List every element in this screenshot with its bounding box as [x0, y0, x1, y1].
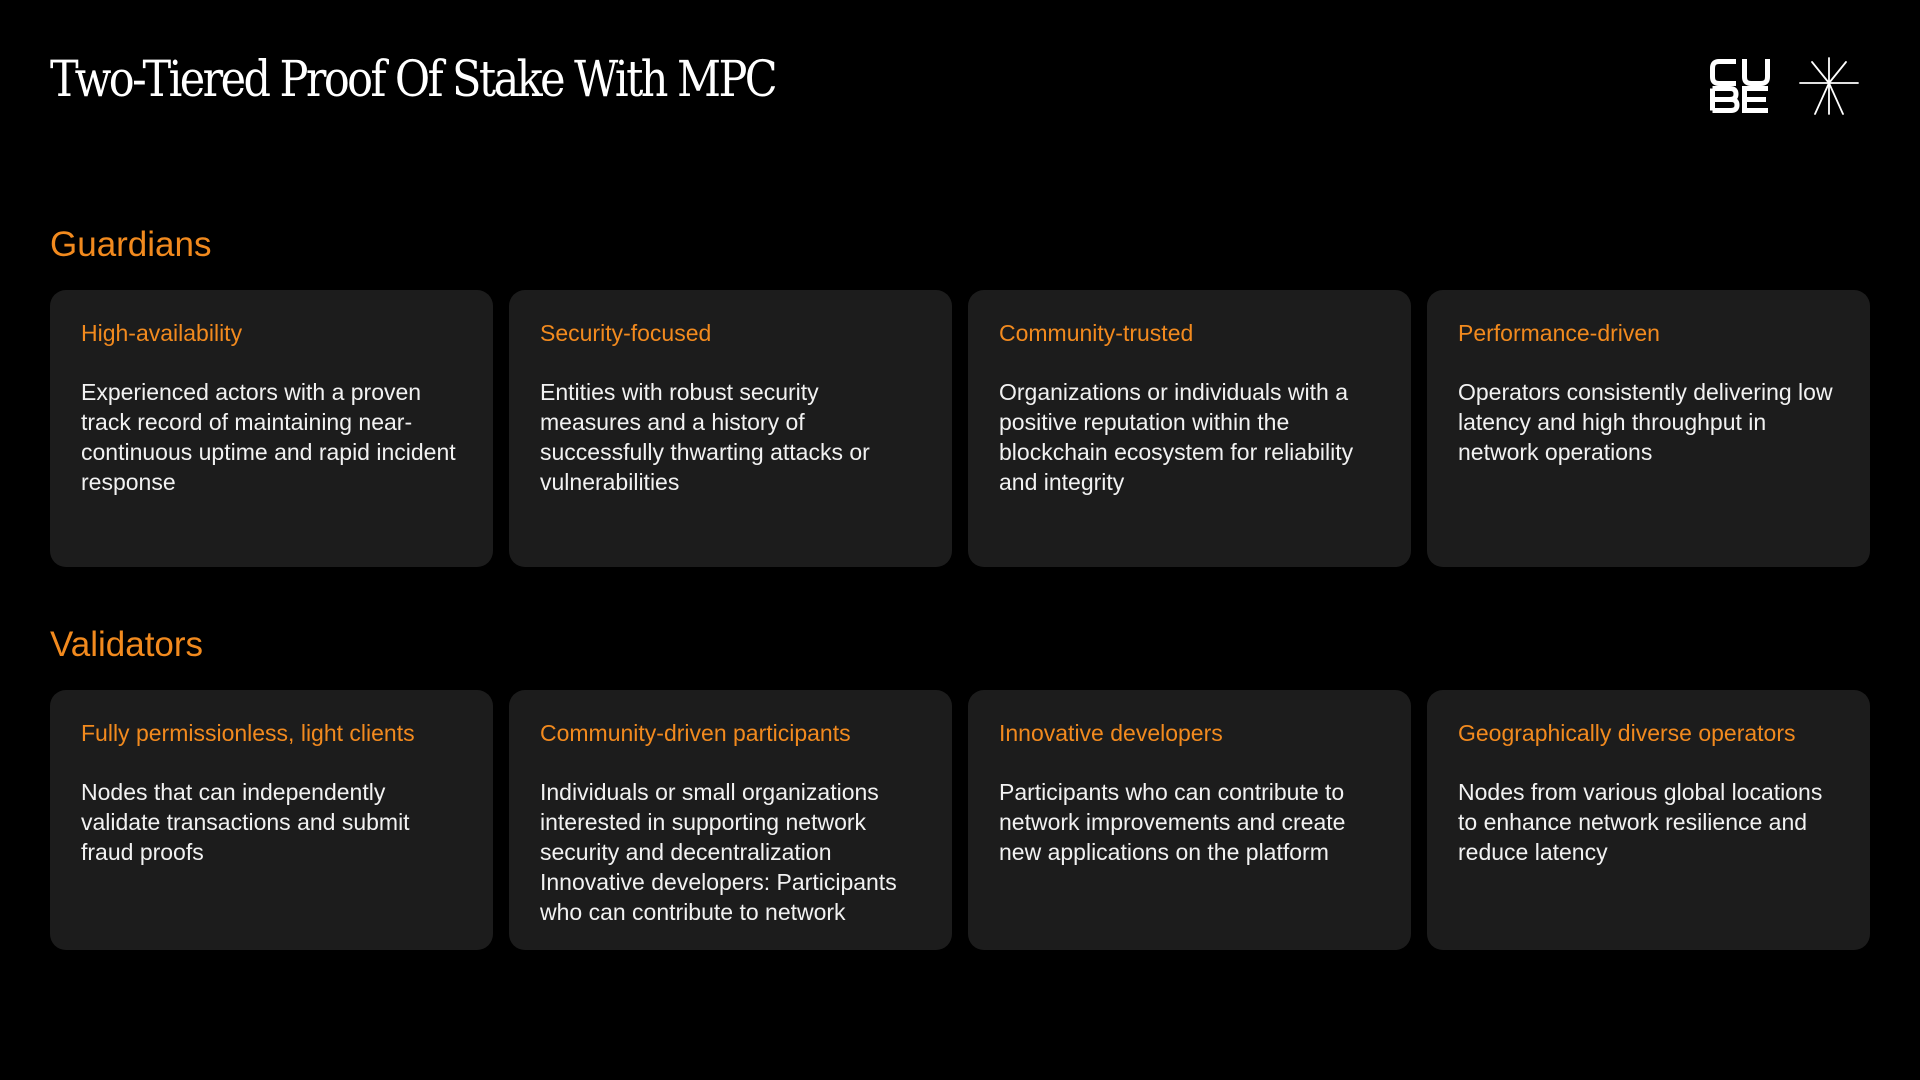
card-title: High-availability [81, 320, 243, 346]
card-title: Innovative developers [999, 720, 1223, 746]
card-description: Operators consistently delivering low latency and high throughput in network operations [1458, 379, 1833, 465]
validator-card-geographically-diverse-operators [1427, 690, 1870, 950]
guardian-card-high-availability [50, 290, 493, 567]
card-title: Performance-driven [1458, 320, 1660, 346]
card-title: Geographically diverse operators [1458, 720, 1796, 746]
card-title: Community-trusted [999, 320, 1194, 346]
guardian-card-community-trusted [968, 290, 1411, 567]
slide-title: Two-Tiered Proof Of Stake With MPC [50, 50, 776, 108]
card-description: Individuals or small organizations interested in supporting network security and decentralization Innovative developers: Participants who can contribute to network [540, 779, 897, 925]
validators-card-row [50, 690, 1870, 950]
card-description: Entities with robust security measures and a history of successfully thwarting attacks or vulnerabilities [540, 379, 870, 495]
cube-logo-icon [1710, 58, 1770, 114]
guardian-card-performance-driven [1427, 290, 1870, 567]
card-title: Fully permissionless, light clients [81, 720, 415, 746]
guardians-heading: Guardians [50, 225, 212, 264]
card-description: Organizations or individuals with a positive reputation within the blockchain ecosystem for reliability and integrity [999, 379, 1354, 495]
card-title: Security-focused [540, 320, 712, 346]
card-title: Community-driven participants [540, 720, 851, 746]
validator-card-permissionless-light-clients [50, 690, 493, 950]
validator-card-innovative-developers [968, 690, 1411, 950]
card-description: Nodes that can independently validate transactions and submit fraud proofs [81, 779, 410, 865]
card-description: Participants who can contribute to network improvements and create new applications on the platform [999, 779, 1346, 865]
guardians-card-row [50, 290, 1870, 567]
brand-logos [1710, 58, 1860, 118]
card-description: Nodes from various global locations to enhance network resilience and reduce latency [1458, 779, 1823, 865]
validator-card-community-driven-participants [509, 690, 952, 950]
card-description: Experienced actors with a proven track record of maintaining near-continuous uptime and rapid incident response [81, 379, 456, 495]
guardian-card-security-focused [509, 290, 952, 567]
validators-heading: Validators [50, 625, 204, 664]
sparkle-star-icon [1798, 56, 1860, 116]
